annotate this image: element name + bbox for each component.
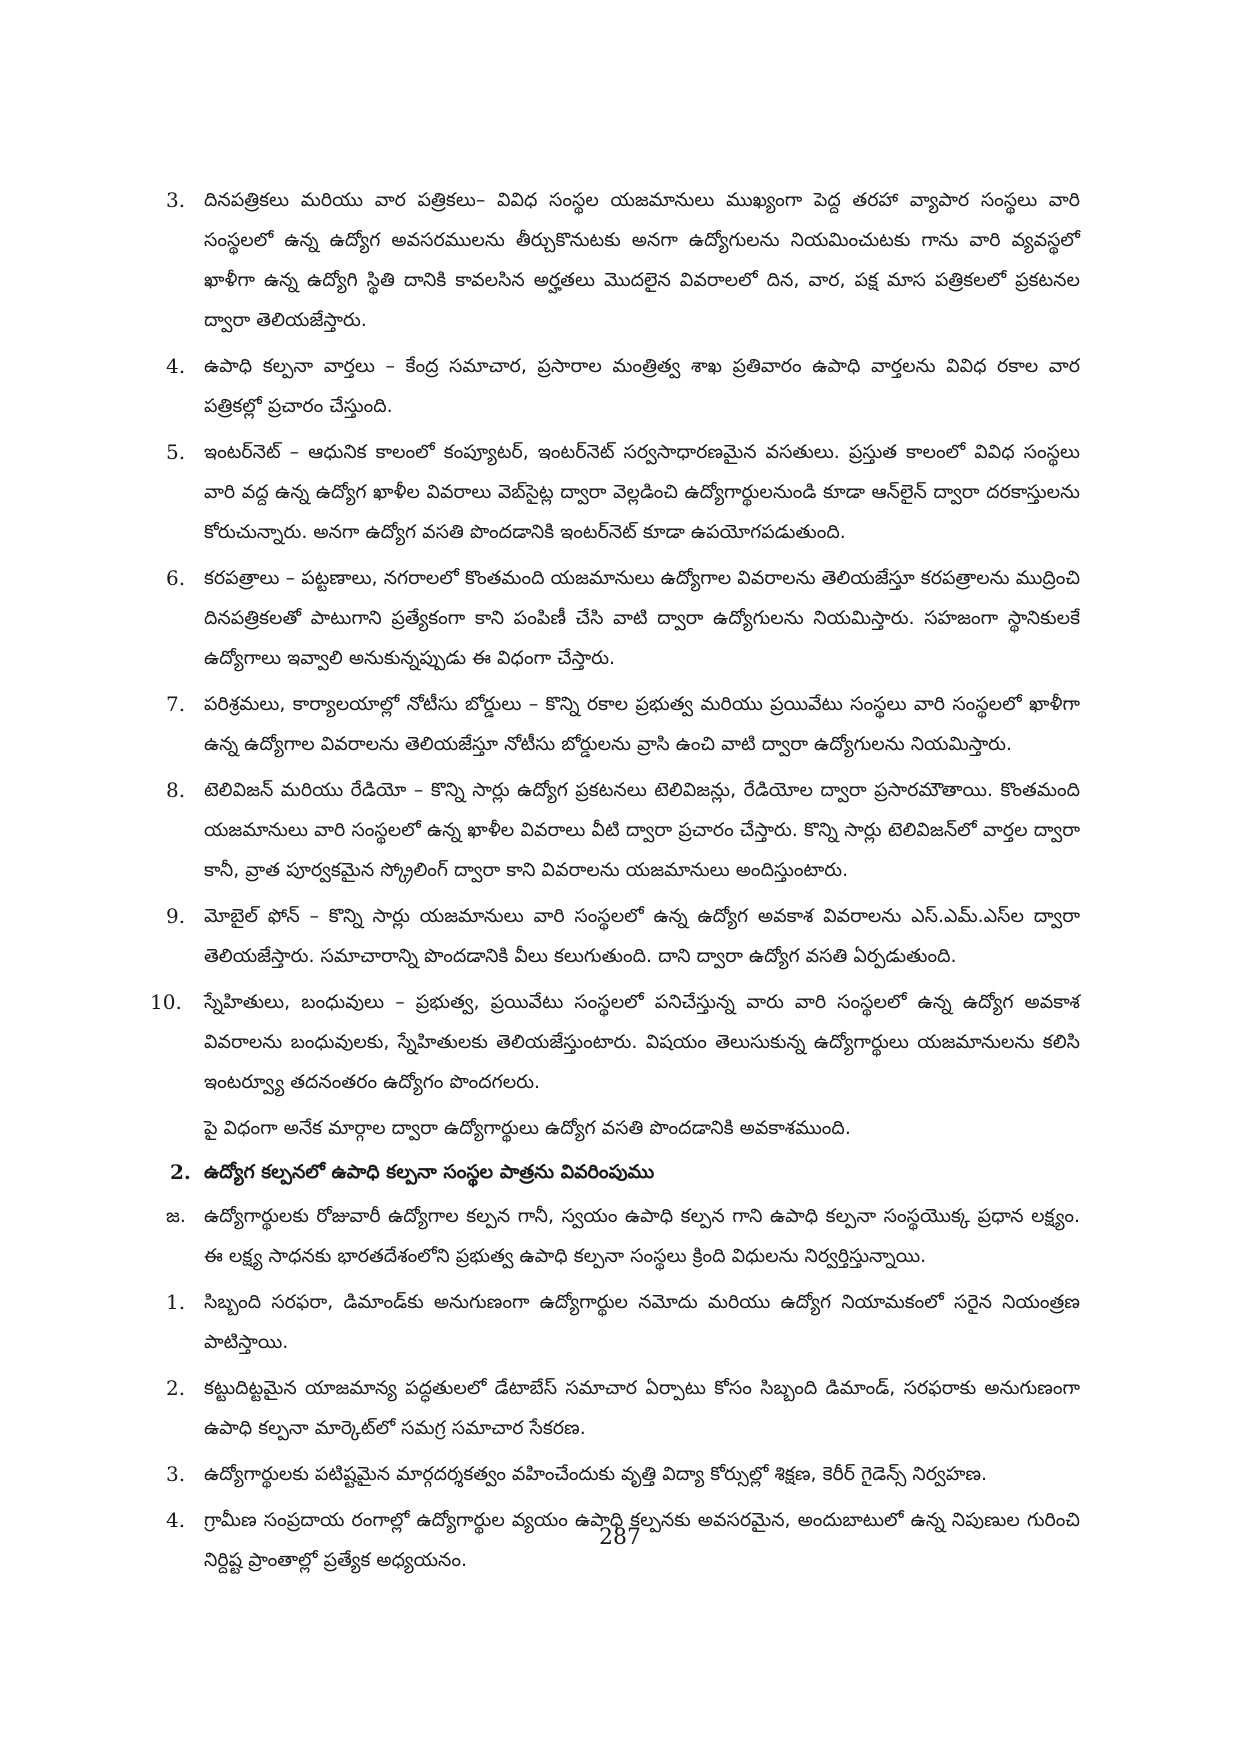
item-number: 4. [166,1508,186,1532]
list-item [160,1282,1080,1362]
item-text: పరిశ్రమలు, కార్యాలయాల్లో నోటీసు బోర్డులు – కొన్ని రకాల ప్రభుత్వ మరియు ప్రయివేటు సంస్థలు వారి సంస్థలలో ఖాళీగా ఉన్న ఉద్యోగాల వివరాలను తెలియజేస్తూ నోటీసు బోర్డులను వ్రాసి ఉంచి వాటి ద్వారా ఉద్యోగులను నియమిస్తారు. [204,693,1080,755]
list-item [160,346,1080,426]
item-text: కట్టుదిట్టమైన యాజమాన్య పద్ధతులలో డేటాబేస్ సమాచార ఏర్పాటు కోసం సిబ్బంది డిమాండ్, సరఫరాకు అనుగుణంగా ఉపాధి కల్పనా మార్కెట్‌లో సమగ్ర సమాచార సేకరణ. [204,1377,1080,1439]
page-number: 287 [599,1525,641,1550]
list-item [160,896,1080,976]
item-number: 2. [166,1376,186,1400]
question-heading [160,1152,1080,1192]
item-number: 10. [150,990,182,1014]
list-item [160,1368,1080,1448]
list-item [160,180,1080,340]
answer-marker: జ. [166,1205,186,1227]
item-number: 9. [166,904,186,928]
item-text: స్నేహితులు, బంధువులు – ప్రభుత్వ, ప్రయివేటు సంస్థలలో పనిచేస్తున్న వారు వారి సంస్థలలో ఉన్న ఉద్యోగ అవకాశ వివరాలను బంధువులకు, స్నేహితులకు తెలియజేస్తుంటారు. విషయం తెలుసుకున్న ఉద్యోగార్థులు యజమానులను కలిసి ఇంటర్వ్యూ తదనంతరం ఉద్యోగం పొందగలరు. [204,991,1080,1093]
item-text: మోబైల్ ఫోన్ – కొన్ని సార్లు యజమానులు వారి సంస్థలలో ఉన్న ఉద్యోగ అవకాశ వివరాలను ఎస్.ఎమ్.ఎస్‌ల ద్వారా తెలియజేస్తారు. సమాచారాన్ని పొందడానికి వీలు కలుగుతుంది. దాని ద్వారా ఉద్యోగ వసతి ఏర్పడుతుంది. [204,905,1080,967]
item-text: ఉపాధి కల్పనా వార్తలు – కేంద్ర సమాచార, ప్రసారాల మంత్రిత్వ శాఖ ప్రతివారం ఉపాధి వార్తలను వివిధ రకాల వార పత్రికల్లో ప్రచారం చేస్తుంది. [204,355,1080,417]
item-text: గ్రామీణ సంప్రదాయ రంగాల్లో ఉద్యోగార్థుల వ్యయం ఉపాధి కల్పనకు అవసరమైన, అందుబాటులో ఉన్న నిపుణుల గురించి నిర్దిష్ట ప్రాంతాల్లో ప్రత్యేక అధ్యయనం. [204,1509,1080,1571]
item-text: టెలివిజన్ మరియు రేడియో – కొన్ని సార్లు ఉద్యోగ ప్రకటనలు టెలివిజన్లు, రేడియోల ద్వారా ప్రసారమౌతాయి. కొంతమంది యజమానులు వారి సంస్థలలో ఉన్న ఖాళీల వివరాలు వీటి ద్వారా ప్రచారం చేస్తారు. కొన్ని సార్లు టెలివిజన్‌లో వార్తల ద్వారా కానీ, వ్రాత పూర్వకమైన స్క్రోలింగ్ ద్వారా కాని వివరాలను యజమానులు అందిస్తుంటారు. [204,779,1080,881]
item-text: ఉద్యోగార్థులకు పటిష్టమైన మార్గదర్శకత్వం వహించేందుకు వృత్తి విద్యా కోర్సుల్లో శిక్షణ, కెరీర్ గైడెన్స్ నిర్వహణ. [204,1463,988,1485]
item-text: ఇంటర్‌నెట్ – ఆధునిక కాలంలో కంప్యూటర్, ఇంటర్‌నెట్ సర్వసాధారణమైన వసతులు. ప్రస్తుత కాలంలో వివిధ సంస్థలు వారి వద్ద ఉన్న ఉద్యోగ ఖాళీల వివరాలు వెబ్‌సైట్ల ద్వారా వెల్లడించి ఉద్యోగార్థులనుండి కూడా ఆన్‌లైన్ ద్వారా దరకాస్తులను కోరుచున్నారు. అనగా ఉద్యోగ వసతి పొందడానికి ఇంటర్‌నెట్ కూడా ఉపయోగపడుతుంది. [204,441,1080,543]
item-number: 7. [166,692,186,716]
item-number: 4. [166,354,186,378]
item-number: 3. [166,1462,186,1486]
item-number: 8. [166,778,186,802]
item-text: కరపత్రాలు – పట్టణాలు, నగరాలలో కొంతమంది యజమానులు ఉద్యోగాల వివరాలను తెలియజేస్తూ కరపత్రాలను ముద్రించి దినపత్రికలతో పాటుగాని ప్రత్యేకంగా కాని పంపిణీ చేసి వాటి ద్వారా ఉద్యోగులను నియమిస్తారు. సహజంగా స్థానికులకే ఉద్యోగాలు ఇవ్వాలి అనుకున్నప్పుడు ఈ విధంగా చేస్తారు. [204,567,1080,669]
answer-paragraph [160,1196,1080,1276]
list-a [150,180,1080,1102]
list-item [160,432,1080,552]
question-number: 2. [170,1160,191,1184]
list-item [160,684,1080,764]
list-item [160,1454,1080,1494]
list-item [160,558,1080,678]
list-item [160,770,1080,890]
item-text: దినపత్రికలు మరియు వార పత్రికలు– వివిధ సంస్థల యజమానులు ముఖ్యంగా పెద్ద తరహా వ్యాపార సంస్థలు వారి సంస్థలలో ఉన్న ఉద్యోగ అవసరములను తీర్చుకొనుటకు అనగా ఉద్యోగులను నియమించుటకు గాను వారి వ్యవస్థలో ఖాళీగా ఉన్న ఉద్యోగి స్థితి దానికి కావలసిన అర్హతలు మొదలైన వివరాలలో దిన, వార, పక్ష మాస పత్రికలలో ప్రకటనల ద్వారా తెలియజేస్తారు. [204,189,1080,331]
answer-text: ఉద్యోగార్థులకు రోజువారీ ఉద్యోగాల కల్పన గానీ, స్వయం ఉపాధి కల్పన గాని ఉపాధి కల్పనా సంస్థయొక్క ప్రధాన లక్ష్యం. ఈ లక్ష్య సాధనకు భారతదేశంలోని ప్రభుత్వ ఉపాధి కల్పనా సంస్థలు క్రింది విధులను నిర్వర్తిస్తున్నాయి. [204,1205,1080,1267]
question-text: ఉద్యోగ కల్పనలో ఉపాధి కల్పనా సంస్థల పాత్రను వివరింపుము [204,1161,655,1183]
item-number: 5. [166,440,186,464]
item-number: 6. [166,566,186,590]
item-text: సిబ్బంది సరఫరా, డిమాండ్‌కు అనుగుణంగా ఉద్యోగార్థుల నమోదు మరియు ఉద్యోగ నియామకంలో సరైన నియంత్రణ పాటిస్తాయి. [204,1291,1080,1353]
item-number: 1. [166,1290,186,1314]
summary-paragraph: పై విధంగా అనేక మార్గాల ద్వారా ఉద్యోగార్థులు ఉద్యోగ వసతి పొందడానికి అవకాశముంది. [204,1117,851,1139]
item-number: 3. [166,188,186,212]
list-item [150,982,1080,1102]
